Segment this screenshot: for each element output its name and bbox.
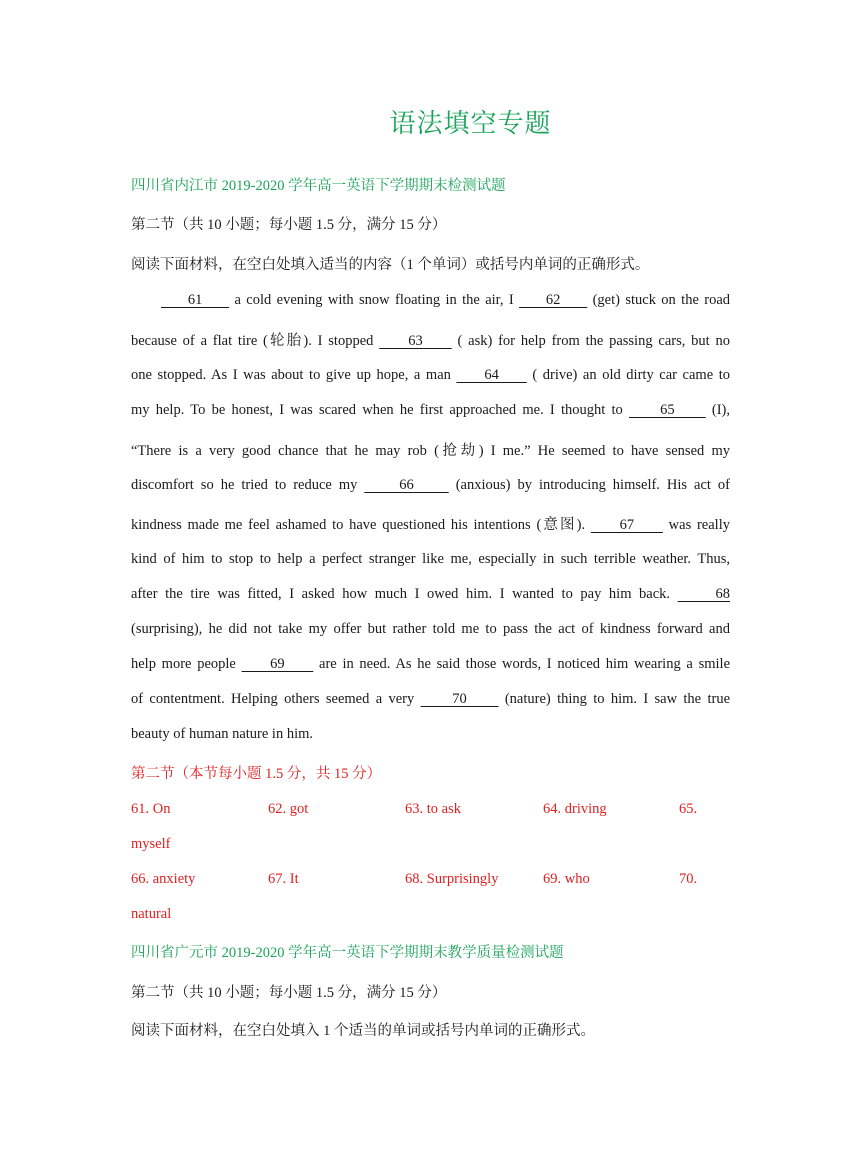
passage-text: because of a flat tire (轮胎). I stopped: [131, 333, 380, 349]
answer-66: 66. anxiety: [131, 871, 196, 887]
answer-61: 61. On: [131, 801, 171, 817]
section2-source: 四川省广元市 2019-2020 学年高一英语下学期期末教学质量检测试题: [131, 945, 564, 961]
answer-blank: 68: [677, 586, 730, 602]
passage-line: [131, 367, 730, 384]
passage-text: (I),: [705, 402, 730, 418]
passage-line: [131, 656, 730, 673]
passage-text: discomfort so he tried to reduce my: [131, 477, 365, 493]
answer-blank: 65: [629, 402, 706, 418]
passage-line: [131, 726, 730, 743]
answer-blank: 69: [241, 656, 314, 672]
passage-text: after the tire was fitted, I asked how much I owed him. I wanted to pay him back.: [131, 586, 678, 602]
passage-text: ( ask) for help from the passing cars, but no: [451, 333, 730, 349]
answer-blank: 70: [420, 691, 499, 707]
answer-blank: 64: [456, 367, 527, 383]
answer-blank: 62: [519, 292, 588, 308]
passage-text: kind of him to stop to help a perfect stranger like me, especially in such terrible weather. Thus,: [131, 551, 730, 567]
answer-62: 62. got: [268, 801, 309, 817]
answer-70-number: 70.: [679, 871, 698, 887]
answer-blank: 66: [364, 477, 449, 493]
section1-instruction: 阅读下面材料，在空白处填入适当的内容（1 个单词）或括号内单词的正确形式。: [131, 257, 650, 273]
answer-65-number: 65.: [679, 801, 698, 817]
passage-line: [131, 477, 730, 494]
passage-text: (surprising), he did not take my offer but rather told me to pass the act of kindness forward and: [131, 621, 730, 637]
passage-line: [131, 439, 730, 460]
passage-text: beauty of human nature in him.: [131, 726, 314, 742]
page-title: 语法填空专题: [389, 109, 552, 138]
answer-64: 64. driving: [543, 801, 607, 817]
passage-text: one stopped. As I was about to give up hope, a man: [131, 367, 457, 383]
passage-line: [131, 621, 730, 638]
passage-text: a cold evening with snow floating in the air, I: [229, 292, 520, 308]
answer-68: 68. Surprisingly: [405, 871, 499, 887]
answer-blank: 63: [379, 333, 452, 349]
passage-line: [131, 402, 730, 419]
section2-instruction: 阅读下面材料，在空白处填入 1 个适当的单词或括号内单词的正确形式。: [131, 1023, 595, 1039]
passage-text: was really: [662, 517, 730, 533]
passage-line: [131, 586, 730, 603]
answer-70-text: natural: [131, 906, 172, 922]
passage-line: [131, 513, 730, 534]
passage-text: of contentment. Helping others seemed a very: [131, 691, 421, 707]
passage-text: (anxious) by introducing himself. His act of: [448, 477, 731, 493]
passage-text: “There is a very good chance that he may rob (抢劫) I me.” He seemed to have sensed my: [131, 443, 730, 459]
answer-63: 63. to ask: [405, 801, 461, 817]
answer-67: 67. It: [268, 871, 299, 887]
passage-text: my help. To be honest, I was scared when he first approached me. I thought to: [131, 402, 629, 418]
passage-text: (nature) thing to him. I saw the true: [498, 691, 731, 707]
section1-source: 四川省内江市 2019-2020 学年高一英语下学期期末检测试题: [131, 178, 506, 194]
passage-line: [131, 551, 730, 568]
passage-text: are in need. As he said those words, I noticed him wearing a smile: [313, 656, 731, 672]
answers-header: 第二节（本节每小题 1.5 分，共 15 分）: [131, 766, 382, 782]
section2-header: 第二节（共 10 小题；每小题 1.5 分，满分 15 分）: [131, 985, 447, 1001]
passage-text: help more people: [131, 656, 242, 672]
passage-text: (get) stuck on the road: [587, 292, 731, 308]
answer-69: 69. who: [543, 871, 590, 887]
answer-blank: 61: [161, 292, 230, 308]
passage-line: [131, 292, 730, 309]
passage-line: [131, 329, 730, 350]
answer-blank: 67: [590, 517, 663, 533]
passage-line: [131, 691, 730, 708]
section1-header: 第二节（共 10 小题；每小题 1.5 分，满分 15 分）: [131, 217, 447, 233]
passage-text: kindness made me feel ashamed to have questioned his intentions (意图).: [131, 517, 591, 533]
passage-text: ( drive) an old dirty car came to: [526, 367, 730, 383]
answer-65-text: myself: [131, 836, 171, 852]
